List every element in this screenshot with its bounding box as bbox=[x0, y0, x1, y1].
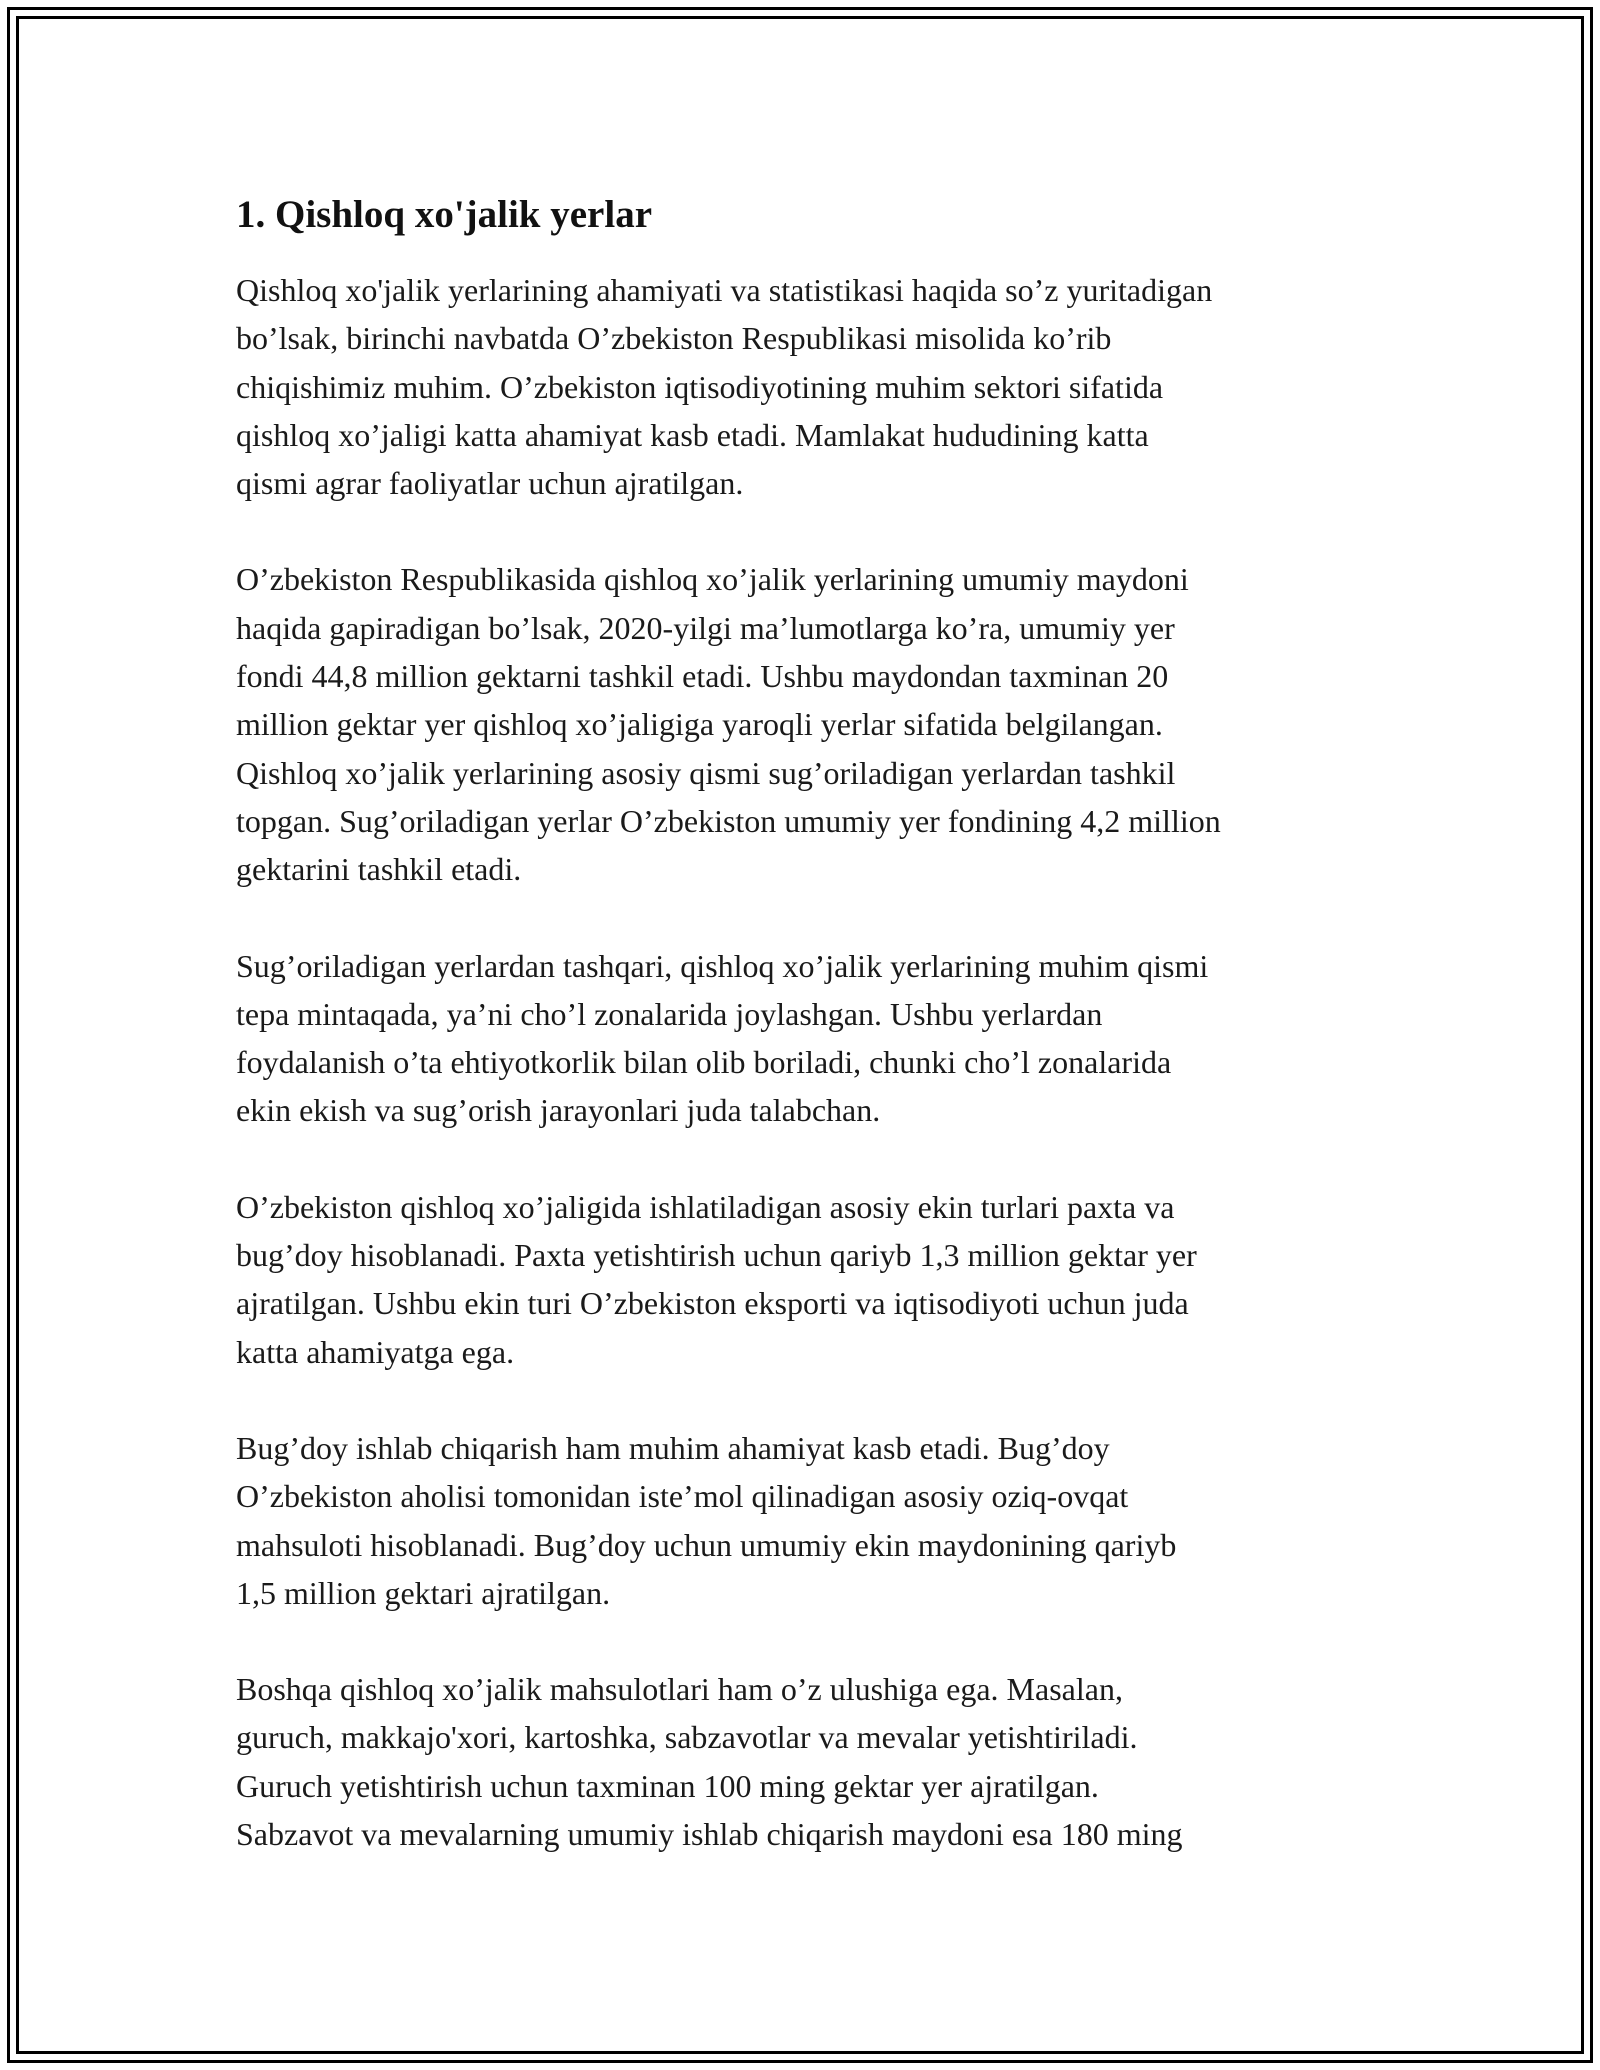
text-line: tepa mintaqada, ya’ni cho’l zonalarida joylashgan. Ushbu yerlardan bbox=[236, 995, 1103, 1032]
paragraph-4 bbox=[236, 1183, 1386, 1376]
paragraph-1 bbox=[236, 266, 1386, 507]
text-line: ajratilgan. Ushbu ekin turi O’zbekiston eksporti va iqtisodiyoti uchun juda bbox=[236, 1285, 1189, 1322]
text-line: katta ahamiyatga ega. bbox=[236, 1333, 515, 1370]
text-line: Guruch yetishtirish uchun taxminan 100 ming gektar yer ajratilgan. bbox=[236, 1767, 1099, 1804]
text-line: fondi 44,8 million gektarni tashkil etadi. Ushbu maydondan taxminan 20 bbox=[236, 658, 1169, 695]
page-content bbox=[236, 190, 1386, 1906]
text-line: haqida gapiradigan bo’lsak, 2020-yilgi ma’lumotlarga ko’ra, umumiy yer bbox=[236, 609, 1175, 646]
text-line: Sug’oriladigan yerlardan tashqari, qishloq xo’jalik yerlarining muhim qismi bbox=[236, 947, 1209, 984]
text-line: Sabzavot va mevalarning umumiy ishlab chiqarish maydoni esa 180 ming bbox=[236, 1816, 1183, 1853]
paragraph-6 bbox=[236, 1665, 1386, 1858]
text-line: bo’lsak, birinchi navbatda O’zbekiston Respublikasi misolida ko’rib bbox=[236, 320, 1112, 357]
text-line: chiqishimiz muhim. O’zbekiston iqtisodiyotining muhim sektori sifatida bbox=[236, 368, 1164, 405]
text-line: Qishloq xo’jalik yerlarining asosiy qismi sug’oriladigan yerlardan tashkil bbox=[236, 754, 1176, 791]
text-line: O’zbekiston aholisi tomonidan iste’mol qilinadigan asosiy oziq-ovqat bbox=[236, 1478, 1129, 1515]
text-line: 1,5 million gektari ajratilgan. bbox=[236, 1574, 611, 1611]
text-line: qismi agrar faoliyatlar uchun ajratilgan. bbox=[236, 465, 744, 502]
text-line: topgan. Sug’oriladigan yerlar O’zbekiston umumiy yer fondining 4,2 million bbox=[236, 802, 1221, 839]
text-line: qishloq xo’jaligi katta ahamiyat kasb etadi. Mamlakat hududining katta bbox=[236, 416, 1149, 453]
paragraph-2 bbox=[236, 555, 1386, 893]
paragraph-5 bbox=[236, 1424, 1386, 1617]
paragraph-3 bbox=[236, 942, 1386, 1135]
text-line: gektarini tashkil etadi. bbox=[236, 851, 522, 888]
text-line: guruch, makkajo'xori, kartoshka, sabzavotlar va mevalar yetishtiriladi. bbox=[236, 1719, 1138, 1756]
text-line: Bug’doy ishlab chiqarish ham muhim ahamiyat kasb etadi. Bug’doy bbox=[236, 1429, 1110, 1466]
text-line: O’zbekiston Respublikasida qishloq xo’jalik yerlarining umumiy maydoni bbox=[236, 561, 1189, 598]
text-line: O’zbekiston qishloq xo’jaligida ishlatiladigan asosiy ekin turlari paxta va bbox=[236, 1188, 1175, 1225]
text-line: mahsuloti hisoblanadi. Bug’doy uchun umumiy ekin maydonining qariyb bbox=[236, 1526, 1177, 1563]
text-line: foydalanish o’ta ehtiyotkorlik bilan olib boriladi, chunki cho’l zonalarida bbox=[236, 1044, 1172, 1081]
text-line: bug’doy hisoblanadi. Paxta yetishtirish uchun qariyb 1,3 million gektar yer bbox=[236, 1237, 1197, 1274]
text-line: ekin ekish va sug’orish jarayonlari juda talabchan. bbox=[236, 1092, 881, 1129]
section-heading: 1. Qishloq xo'jalik yerlar bbox=[236, 193, 653, 236]
text-line: Qishloq xo'jalik yerlarining ahamiyati va statistikasi haqida so’z yuritadigan bbox=[236, 272, 1213, 308]
text-line: million gektar yer qishloq xo’jaligiga yaroqli yerlar sifatida belgilangan. bbox=[236, 706, 1163, 743]
text-line: Boshqa qishloq xo’jalik mahsulotlari ham o’z ulushiga ega. Masalan, bbox=[236, 1671, 1123, 1708]
